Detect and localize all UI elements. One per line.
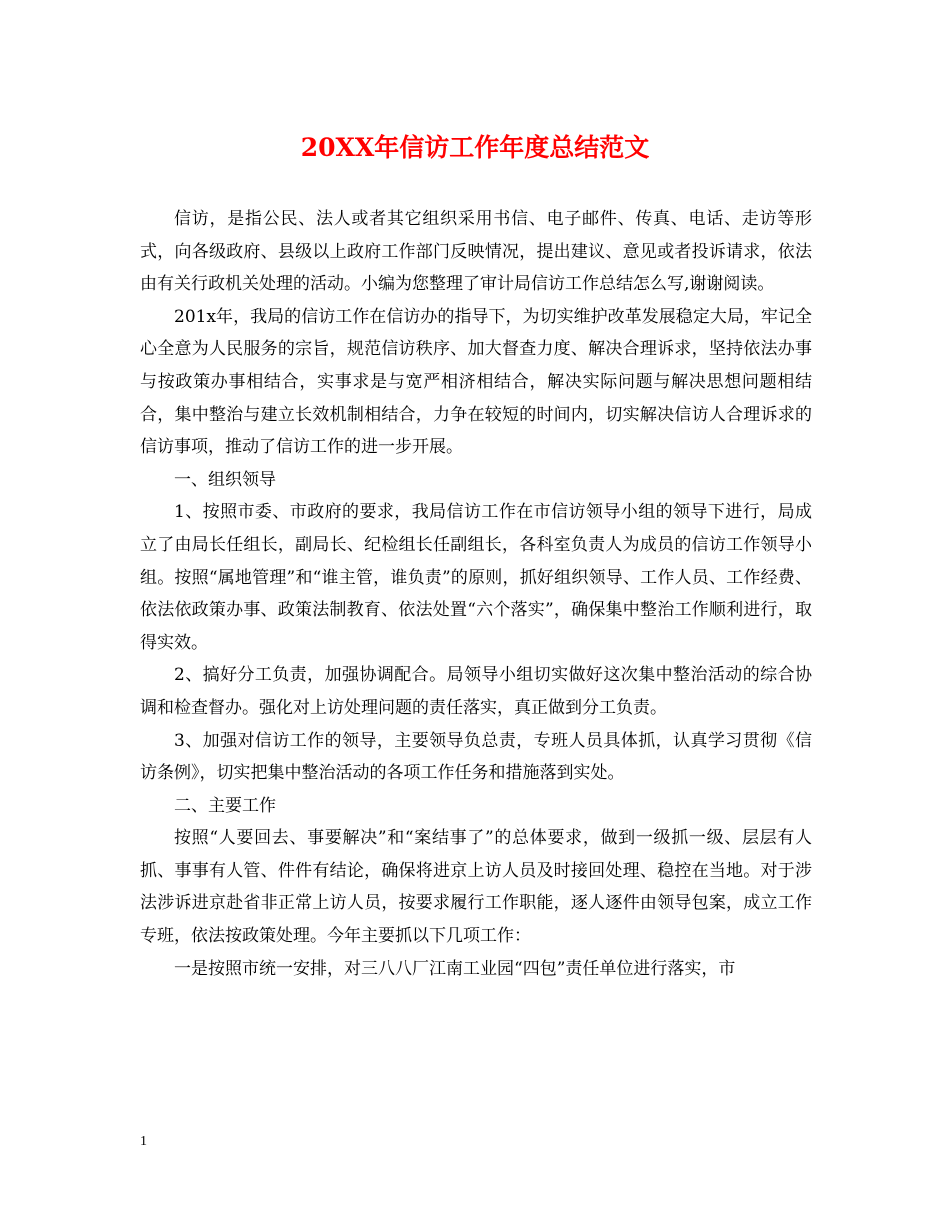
section-heading-organization: 一、组织领导 (174, 469, 276, 490)
paragraph-main-work: 按照“人要回去、事要解决”和“案结事了”的总体要求，做到一级抓一级、层层有人抓、事事有人管、件件有结论，确保将进京上访人员及时接回处理、稳控在当地。对于涉法涉诉进京赴省非正常上访人员，按要求履行工作职能，逐人逐件由领导包案，成立工作专班，依法按政策处理。今年主要抓以下几项工作： (140, 828, 812, 947)
document-body (140, 203, 812, 985)
paragraph-first-task: 一是按照市统一安排，对三八八厂江南工业园“四包”责任单位进行落实，市 (174, 958, 736, 979)
paragraph-intro: 信访，是指公民、法人或者其它组织采用书信、电子邮件、传真、电话、走访等形式，向各级政府、县级以上政府工作部门反映情况，提出建议、意见或者投诉请求，依法由有关行政机关处理的活动。小编为您整理了审计局信访工作总结怎么写,谢谢阅读。 (140, 209, 812, 295)
page-number: 1 (140, 1134, 147, 1149)
section-heading-main-work: 二、主要工作 (174, 795, 276, 816)
paragraph-item-3: 3、加强对信访工作的领导，主要领导负总责，专班人员具体抓，认真学习贯彻《信访条例》，切实把集中整治活动的各项工作任务和措施落到实处。 (140, 730, 812, 784)
document-title: 20XX年信访工作年度总结范文 (300, 133, 650, 162)
paragraph-overview: 201x年，我局的信访工作在信访办的指导下，为切实维护改革发展稳定大局，牢记全心全意为人民服务的宗旨，规范信访秩序、加大督查力度、解决合理诉求，坚持依法办事与按政策办事相结合，实事求是与宽严相济相结合，解决实际问题与解决思想问题相结合，集中整治与建立长效机制相结合，力争在较短的时间内，切实解决信访人合理诉求的信访事项，推动了信访工作的进一步开展。 (140, 306, 812, 458)
paragraph-item-1: 1、按照市委、市政府的要求，我局信访工作在市信访领导小组的领导下进行，局成立了由局长任组长，副局长、纪检组长任副组长，各科室负责人为成员的信访工作领导小组。按照“属地管理”和“谁主管，谁负责”的原则，抓好组织领导、工作人员、工作经费、依法依政策办事、政策法制教育、依法处置“六个落实”，确保集中整治工作顺利进行，取得实效。 (140, 502, 812, 653)
paragraph-item-2: 2、搞好分工负责，加强协调配合。局领导小组切实做好这次集中整治活动的综合协调和检查督办。强化对上访处理问题的责任落实，真正做到分工负责。 (140, 665, 812, 718)
